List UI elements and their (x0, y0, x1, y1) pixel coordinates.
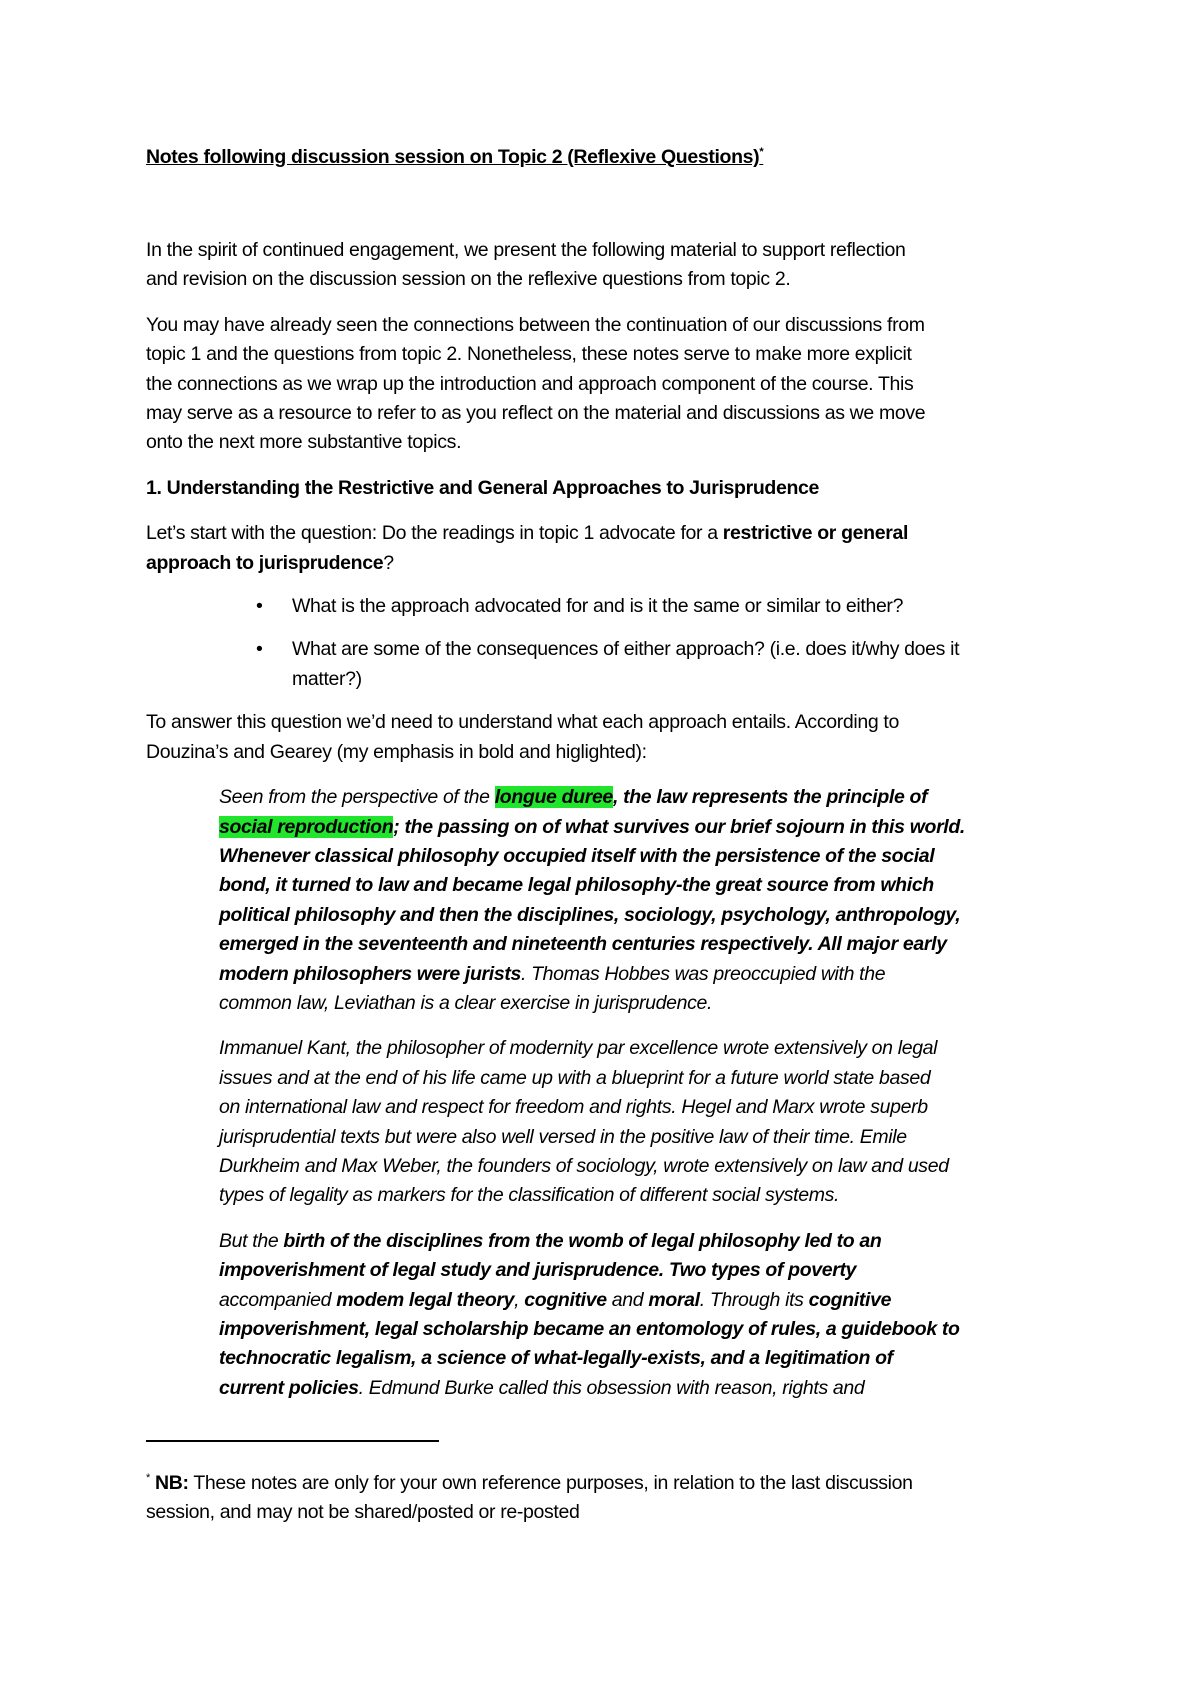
section-1-heading: 1. Understanding the Restrictive and General Approaches to Jurisprudence (146, 476, 820, 499)
section-1-question (146, 519, 1066, 578)
quote-p1-bold-line-5: political philosophy and then the disciplines, sociology, psychology, anthropology, (219, 903, 961, 926)
quote-p3-bold-6: cognitive (808, 1288, 892, 1311)
quote-p2-line-2: issues and at the end of his life came up with a blueprint for a future world state based (219, 1066, 931, 1089)
page-title (146, 146, 763, 169)
quote-p3-bold-1: birth of the disciplines from the womb of legal philosophy led to an (283, 1229, 882, 1252)
quote-p1-text-a: Seen from the perspective of the (219, 786, 495, 809)
quote-p2-line-6: types of legality as markers for the classification of different social systems. (219, 1184, 840, 1207)
quote-p1-bold-b: ; the passing on of what survives our brief sojourn in this world. (393, 815, 966, 838)
title-text: Notes following discussion session on Topic 2 (Reflexive Questions) (146, 146, 760, 168)
quote-p3-text-e: . Through its (699, 1288, 809, 1311)
footnote-text (146, 1464, 1066, 1528)
intro-p1-line-2: and revision on the discussion session on the reflexive questions from topic 2. (146, 268, 791, 291)
footnote-separator (146, 1440, 439, 1442)
quote-p3-text-f: . Edmund Burke called this obsession with reason, rights and (358, 1376, 865, 1399)
quote-p1-line-8: common law, Leviathan is a clear exercise in jurisprudence. (219, 991, 713, 1014)
footnote-line-1: These notes are only for your own reference purposes, in relation to the last discussion (188, 1472, 913, 1494)
bullet-icon: • (256, 595, 263, 618)
quote-p3-bold-2: impoverishment of legal study and jurisprudence. Two types of poverty (219, 1259, 857, 1282)
quote-p3-bold-8: technocratic legalism, a science of what-legally-exists, and a legitimation of (219, 1347, 893, 1370)
quote-p1-bold-line-4: bond, it turned to law and became legal philosophy-the great source from which (219, 874, 934, 897)
intro-paragraph-2 (146, 311, 1066, 458)
footnote-label: NB: (149, 1472, 189, 1494)
answer-line-2: Douzina’s and Gearey (my emphasis in bold and higlighted): (146, 740, 647, 763)
list-item (146, 592, 1066, 621)
intro-paragraph-1 (146, 236, 1066, 295)
intro-p2-line-3: the connections as we wrap up the introduction and approach component of the course. This (146, 372, 914, 395)
quote-paragraph-2 (219, 1034, 1066, 1210)
footnote-marker: * (146, 1472, 150, 1484)
intro-p2-line-5: onto the next more substantive topics. (146, 431, 462, 454)
question-text-b: ? (383, 551, 394, 574)
document-page (146, 0, 1066, 1696)
quote-p3-bold-4: cognitive (524, 1288, 607, 1311)
quote-p1-bold-a: , the law represents the principle of (612, 786, 928, 809)
bullet-2-line-1: What are some of the consequences of either approach? (i.e. does it/why does it (292, 638, 960, 661)
block-quote (219, 783, 1066, 1403)
quote-p1-bold-line-3: Whenever classical philosophy occupied itself with the persistence of the social (219, 844, 935, 867)
quote-p1-bold-line-6: emerged in the seventeenth and nineteenth centuries respectively. All major early (219, 933, 947, 956)
intro-p2-line-2: topic 1 and the questions from topic 2. Nonetheless, these notes serve to make more explicit (146, 343, 912, 366)
answer-line-1: To answer this question we’d need to understand what each approach entails. According to (146, 711, 899, 734)
question-bullet-list (146, 592, 1066, 694)
quote-p3-text-c: , (514, 1288, 525, 1311)
quote-paragraph-1 (219, 783, 1066, 1018)
highlight-social-reproduction: social reproduction (219, 815, 394, 838)
highlight-longue-duree: longue duree (494, 786, 613, 809)
quote-p2-line-4: jurisprudential texts but were also well versed in the positive law of their time. Emile (219, 1125, 907, 1148)
intro-p2-line-4: may serve as a resource to refer to as you reflect on the material and discussions as we move (146, 402, 926, 425)
quote-p1-bold-line-7: modern philosophers were jurists (219, 962, 521, 985)
bullet-1-line-1: What is the approach advocated for and is it the same or similar to either? (292, 595, 904, 618)
question-bold-a: restrictive or general (722, 522, 909, 545)
quote-p3-text-d: and (606, 1288, 649, 1311)
intro-p2-line-1: You may have already seen the connections between the continuation of our discussions from (146, 313, 925, 336)
question-text-a: Let’s start with the question: Do the readings in topic 1 advocate for a (146, 522, 723, 545)
quote-paragraph-3 (219, 1227, 1066, 1403)
quote-p3-bold-3: modem legal theory (336, 1288, 515, 1311)
quote-p3-text-b: accompanied (219, 1288, 337, 1311)
question-bold-b: approach to jurisprudence (146, 551, 384, 574)
quote-p3-bold-9: current policies (219, 1376, 359, 1399)
quote-p2-line-5: Durkheim and Max Weber, the founders of sociology, wrote extensively on law and used (219, 1154, 949, 1177)
bullet-icon: • (256, 638, 263, 661)
bullet-2-line-2: matter?) (292, 667, 362, 690)
quote-p3-text-a: But the (219, 1229, 284, 1252)
quote-p1-line-7-rest: . Thomas Hobbes was preoccupied with the (520, 962, 886, 985)
title-footnote-marker: * (759, 146, 764, 158)
list-item (146, 635, 1066, 694)
footnote-line-2: session, and may not be shared/posted or re-posted (146, 1501, 580, 1524)
quote-p3-bold-7: impoverishment, legal scholarship became an entomology of rules, a guidebook to (219, 1318, 960, 1340)
quote-p3-bold-5: moral (648, 1288, 700, 1311)
intro-p1-line-1: In the spirit of continued engagement, we present the following material to support reflection (146, 239, 906, 261)
quote-p2-line-1: Immanuel Kant, the philosopher of modernity par excellence wrote extensively on legal (219, 1037, 938, 1060)
footnote (146, 1464, 1066, 1528)
document-body (146, 236, 1066, 1419)
quote-p2-line-3: on international law and respect for freedom and rights. Hegel and Marx wrote superb (219, 1096, 928, 1119)
answer-paragraph (146, 708, 1066, 767)
